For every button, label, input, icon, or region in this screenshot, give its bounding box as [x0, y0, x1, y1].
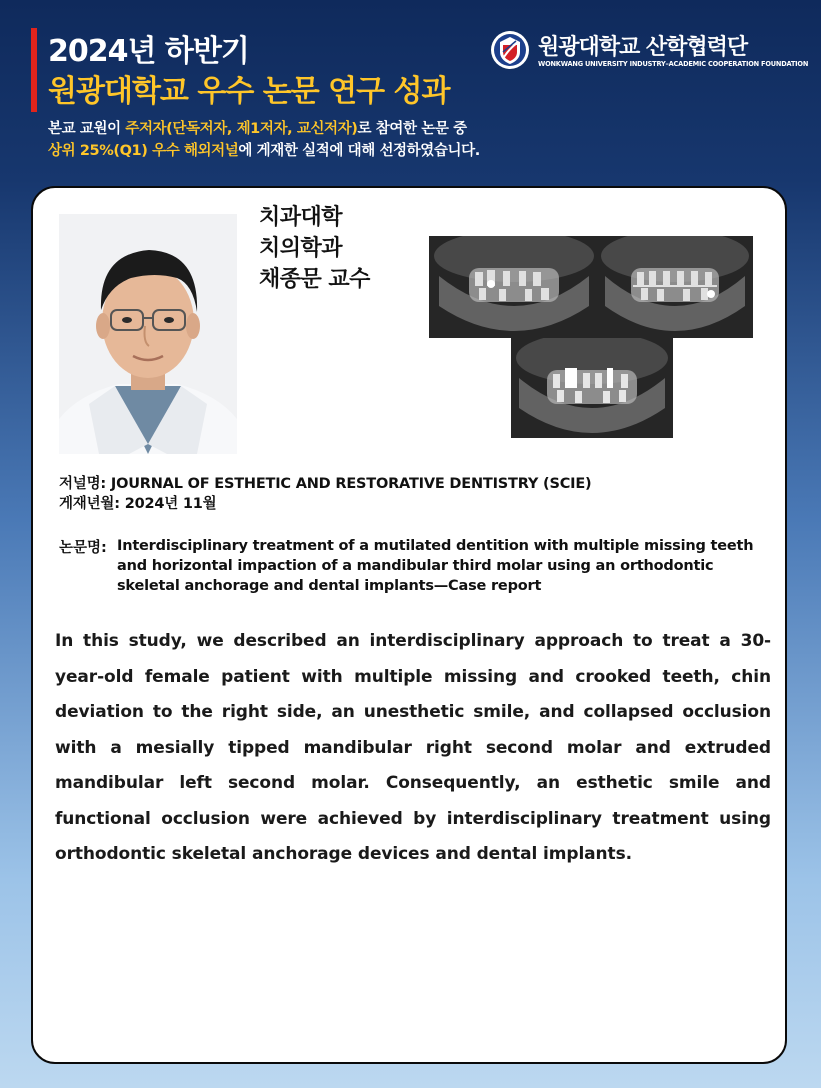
journal-name: JOURNAL OF ESTHETIC AND RESTORATIVE DENTISTRY (SCIE) [110, 476, 592, 492]
publication-date-line: 게재년월: 2024년 11월 [59, 496, 217, 512]
university-name: 원광대학교 산학협력단 [538, 35, 748, 60]
professor-name: 채종문 교수 [259, 267, 370, 292]
panoramic-xray-before [429, 236, 599, 338]
page-title-period: 2024년 하반기 [48, 34, 249, 69]
research-card [31, 186, 787, 1064]
title-accent-bar [31, 28, 37, 112]
panoramic-xray-after [511, 338, 673, 438]
department-name: 치의학과 [259, 236, 343, 261]
university-emblem-icon [490, 30, 530, 70]
paper-title-label: 논문명: [59, 540, 107, 556]
professor-affiliation [259, 202, 370, 295]
abstract-text: In this study, we described an interdisciplinary approach to treat a 30-year-old female patient with multiple missing and crooked teeth, chin deviation to the right side, an unesthetic smile, and collapsed occlusion with a mesially tipped mandibular right second molar and extruded mandibular left second molar. Consequently, an esthetic smile and functional occlusion were achieved by interdisciplinary treatment using orthodontic skeletal anchorage devices and dental implants. [55, 631, 771, 864]
intro-line-2: 상위 25%(Q1) 우수 해외저널에 게재한 실적에 대해 선정하였습니다. [48, 143, 480, 159]
intro-line-1: 본교 교원이 주저자(단독저자, 제1저자, 교신저자)로 참여한 논문 중 [48, 121, 467, 137]
college-name: 치과대학 [259, 205, 343, 230]
page-title-main: 원광대학교 우수 논문 연구 성과 [48, 74, 450, 109]
publication-date: 2024년 11월 [124, 496, 217, 512]
intro-text [48, 118, 480, 162]
professor-portrait [59, 214, 237, 454]
university-subtitle: WONKWANG UNIVERSITY INDUSTRY–ACADEMIC COOPERATION FOUNDATION [538, 60, 809, 68]
panoramic-xray-progress [597, 236, 753, 338]
paper-title: Interdisciplinary treatment of a mutilated dentition with multiple missing teeth and horizontal impaction of a mandibular third molar using an orthodontic skeletal anchorage and dental implants—Case report [117, 538, 754, 594]
university-logo [490, 28, 809, 74]
journal-line: 저널명: JOURNAL OF ESTHETIC AND RESTORATIVE DENTISTRY (SCIE) [59, 476, 592, 492]
